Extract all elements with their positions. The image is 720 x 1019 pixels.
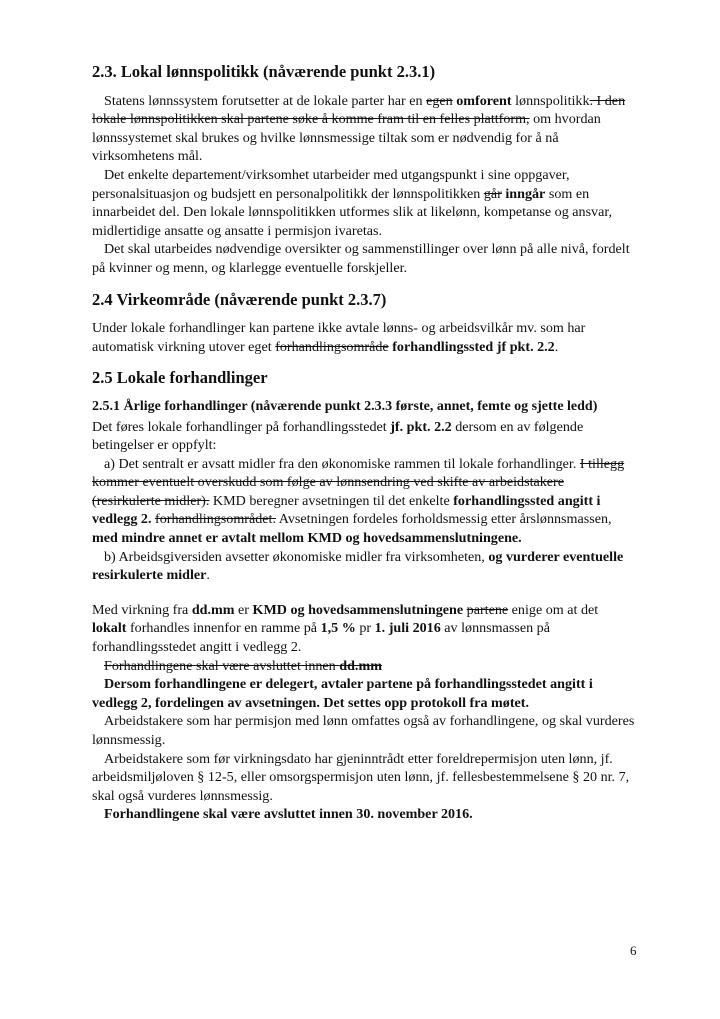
bold-text: KMD og hovedsammenslutningene xyxy=(252,601,464,618)
text: dersom en av følgende betingelser er oppfylt: xyxy=(92,418,584,454)
text: Med virkning fra xyxy=(92,601,192,618)
paragraph-final-deadline xyxy=(92,805,636,824)
paragraph-condition-a xyxy=(92,455,636,548)
paragraph-2-4-1 xyxy=(92,319,636,356)
text: Det enkelte departement/virksomhet utarbeider med utgangspunkt i sine oppgaver, personalsituasjon og budsjett en personalpolitikk der lønnspolitikken xyxy=(92,167,570,202)
text: av lønnsmassen på forhandlingsstedet angitt i vedlegg 2. xyxy=(92,620,550,656)
strikethrough-text: I tillegg kommer eventuelt overskudd som følge av lønnsendring ved skifte av arbeidstakere (resirkulerte midler). xyxy=(92,455,625,509)
paragraph-struck-deadline xyxy=(92,657,636,676)
bold-text: jf. pkt. 2.2 xyxy=(390,418,452,435)
strikethrough-text: Forhandlingene skal være avsluttet innen xyxy=(104,657,340,674)
strikethrough-text: går xyxy=(483,185,502,202)
text: b) Arbeidsgiversiden avsetter økonomiske midler fra virksomheten, xyxy=(104,548,489,565)
text: enige om at det xyxy=(508,601,599,618)
strikethrough-text: forhandlingsområdet. xyxy=(155,511,276,528)
paragraph-med-virkning xyxy=(92,601,636,657)
text: forhandles innenfor en ramme på xyxy=(126,620,321,637)
bold-text: lokalt xyxy=(92,620,127,637)
heading-2-5-1: 2.5.1 Årlige forhandlinger (nåværende punkt 2.3.3 første, annet, femte og sjette ledd) xyxy=(92,399,598,414)
text: Det føres lokale forhandlinger på forhandlingsstedet xyxy=(92,418,391,435)
text: . xyxy=(554,338,559,355)
text: om hvordan lønnssystemet skal brukes og hvilke lønnsmessige tiltak som er nødvendig for å nå virksomhetens mål. xyxy=(92,111,601,165)
text: a) Det sentralt er avsatt midler fra den økonomiske rammen til lokale forhandlinger. xyxy=(104,455,580,472)
heading-2-3: 2.3. Lokal lønnspolitikk (nåværende punkt 2.3.1) xyxy=(92,62,436,81)
strikethrough-text: partene xyxy=(466,601,509,618)
bold-text: forhandlingssted jf pkt. 2.2 xyxy=(392,338,555,355)
strikethrough-bold-text: dd.mm xyxy=(339,657,382,674)
text: Avsetningen fordeles forholdsmessig etter årslønnsmassen, xyxy=(275,511,612,528)
bold-text: Dersom forhandlingene er delegert, avtaler partene på forhandlingsstedet angitt i vedlegg 2, fordelingen av avsetningen. Det settes opp protokoll fra møtet. xyxy=(92,676,593,711)
strikethrough-text: . I den lokale lønnspolitikken skal partene søke å komme fram til en felles plattform, xyxy=(92,92,626,128)
text: Under lokale forhandlinger kan partene ikke avtale lønns- og arbeidsvilkår mv. som har automatisk virkning utover eget xyxy=(92,320,586,355)
paragraph-intro xyxy=(92,418,636,455)
bold-text: 1. juli 2016 xyxy=(374,620,441,637)
paragraph-permission: Arbeidstakere som har permisjon med lønn omfattes også av forhandlingene, og skal vurderes lønnsmessig. xyxy=(92,713,635,748)
page-number: 6 xyxy=(630,943,637,958)
strikethrough-text: egen xyxy=(426,92,453,109)
paragraph-condition-b xyxy=(92,548,636,585)
text: som en innarbeidet del. Den lokale lønnspolitikken utformes slik at likelønn, kompetanse og ansvar, midlertidige ansatte og ansatte i permisjon ivaretas. xyxy=(92,185,613,239)
text: lønnspolitikk xyxy=(511,92,590,109)
bold-text: med mindre annet er avtalt mellom KMD og hovedsammenslutningene. xyxy=(92,530,522,547)
strikethrough-text: forhandlingsområde xyxy=(275,338,389,355)
paragraph-reentry: Arbeidstakere som før virkningsdato har gjeninntrådt etter foreldrepermisjon uten lønn, jf. arbeidsmiljøloven § 12-5, eller omsorgspermisjon uten lønn, jf. fellesbestemmelsene § 20 nr. 7, skal også vurderes lønnsmessig. xyxy=(92,750,630,804)
text: pr xyxy=(355,620,375,637)
bold-text: omforent xyxy=(456,92,512,109)
text: . xyxy=(206,567,210,584)
bold-text: forhandlingssted angitt i vedlegg 2. xyxy=(92,492,601,528)
paragraph-2-3-2 xyxy=(92,166,636,240)
bold-text: Forhandlingene skal være avsluttet innen 30. november 2016. xyxy=(104,806,473,823)
paragraph-2-3-1 xyxy=(92,92,636,166)
paragraph-delegated xyxy=(92,675,636,712)
paragraph-2-3-3: Det skal utarbeides nødvendige oversikter og sammenstillinger over lønn på alle nivå, fordelt på kvinner og menn, og klarlegge eventuelle forskjeller. xyxy=(92,241,630,276)
heading-2-4: 2.4 Virkeområde (nåværende punkt 2.3.7) xyxy=(92,289,387,309)
bold-text: og vurderer eventuelle resirkulerte midler xyxy=(92,548,624,584)
text: Statens lønnssystem forutsetter at de lokale parter har en xyxy=(104,92,427,109)
heading-2-5: 2.5 Lokale forhandlinger xyxy=(92,368,268,388)
bold-text: 1,5 % xyxy=(320,620,356,637)
bold-text: inngår xyxy=(505,185,546,202)
text: er xyxy=(234,601,253,618)
bold-text: dd.mm xyxy=(191,601,235,618)
text: KMD beregner avsetningen til det enkelte xyxy=(209,492,454,509)
